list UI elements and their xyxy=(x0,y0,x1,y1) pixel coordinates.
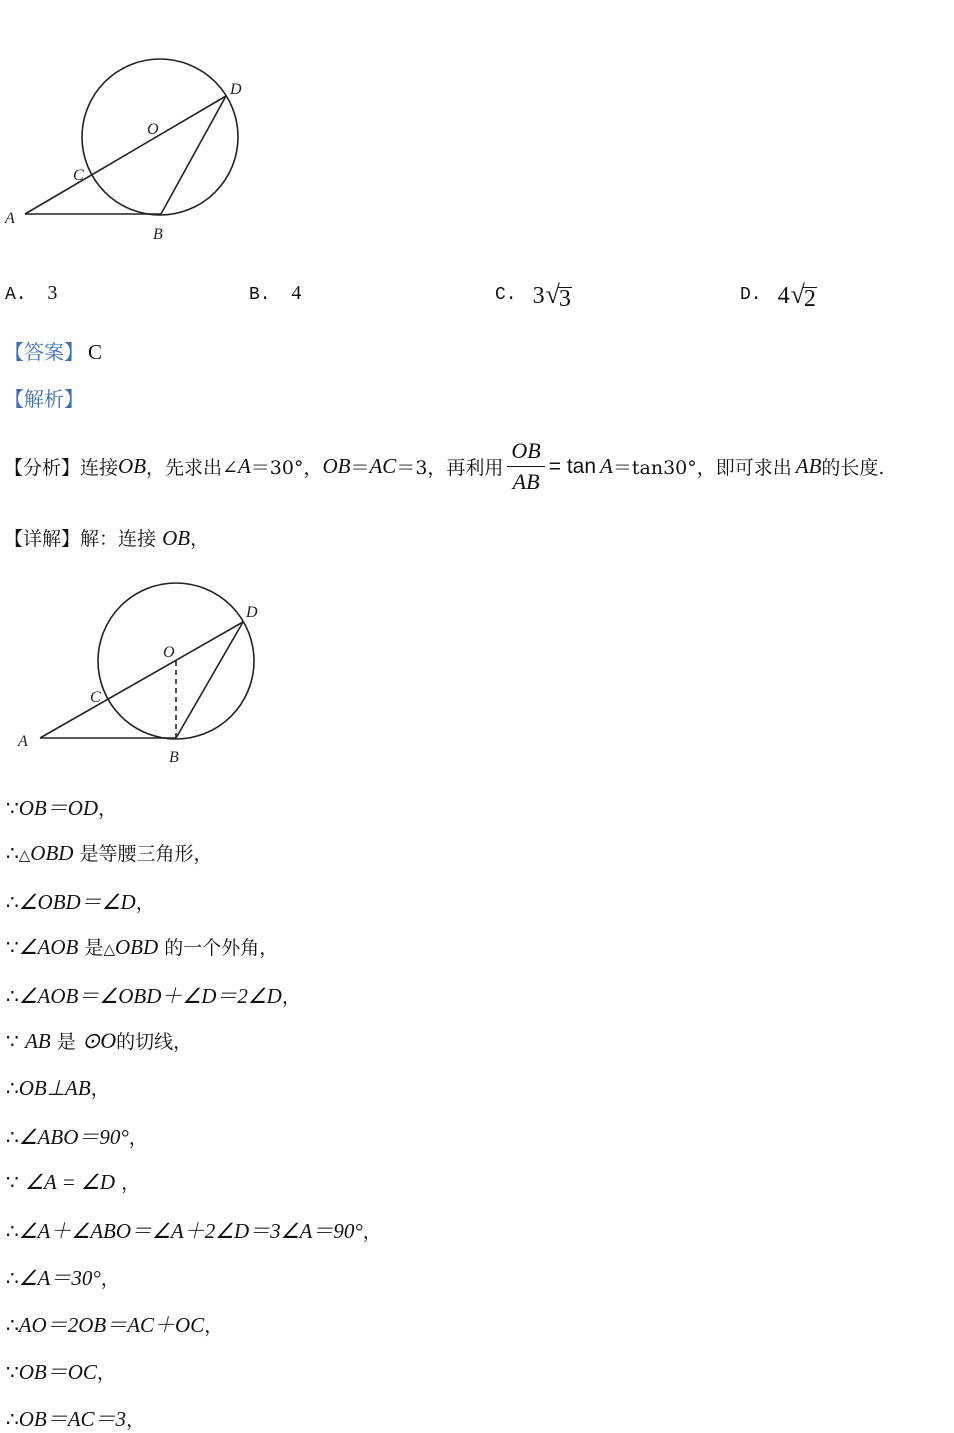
fenxi-text: ＝tan30°，即可求出 xyxy=(612,457,792,479)
step-text: ， xyxy=(135,892,155,914)
step-math: OB⊥AB xyxy=(18,1076,91,1100)
chord-bd xyxy=(161,96,226,214)
therefore-symbol: ∴ xyxy=(6,1219,19,1243)
step-3 xyxy=(6,886,155,916)
step-text: ， xyxy=(204,1315,224,1337)
because-symbol: ∵ xyxy=(6,1170,26,1194)
label-d: D xyxy=(230,81,242,98)
label-o: O xyxy=(163,644,175,661)
option-c-letter: C. xyxy=(495,285,517,305)
step-12 xyxy=(6,1309,223,1339)
step-10 xyxy=(6,1215,382,1245)
step-14 xyxy=(6,1403,145,1433)
step-11 xyxy=(6,1262,120,1292)
step-math: ∠A = ∠D xyxy=(25,1170,116,1194)
figure-2-diagram xyxy=(0,570,280,770)
math-a: A xyxy=(600,454,613,478)
option-b-value: 4 xyxy=(291,282,302,304)
step-text: 的切线， xyxy=(116,1031,193,1053)
step-math: AO＝2OB＝AC＋OC xyxy=(18,1313,205,1337)
step-text: ， xyxy=(98,798,118,820)
therefore-symbol: ∴ xyxy=(6,1266,19,1290)
step-text: 是 xyxy=(78,937,104,959)
therefore-symbol: ∴ xyxy=(6,890,19,914)
fenxi-text: 连接 xyxy=(80,457,119,479)
step-13 xyxy=(6,1356,116,1386)
math-ac: AC xyxy=(369,454,397,478)
sqrt-symbol: √ xyxy=(790,280,805,309)
step-text: 的一个外角， xyxy=(158,937,279,959)
math-ob: OB xyxy=(322,454,351,478)
step-text: 是 xyxy=(50,1031,82,1053)
detail-label: 【详解】 xyxy=(4,528,81,550)
step-math: OB＝AC＝3 xyxy=(18,1407,127,1431)
step-text: ， xyxy=(90,1078,110,1100)
label-b: B xyxy=(169,749,179,766)
option-c-coef: 3 xyxy=(532,283,545,309)
circle-o-symbol: ⊙O xyxy=(81,1028,117,1053)
answer-label: 【答案】 xyxy=(4,340,84,364)
step-text: ， xyxy=(128,1127,148,1149)
answer-line xyxy=(4,336,102,365)
fraction-numerator: OB xyxy=(507,436,544,467)
label-c: C xyxy=(73,167,84,184)
sqrt-symbol: √ xyxy=(545,280,560,309)
fenxi-text: 的长度. xyxy=(821,457,885,479)
step-math: OBD xyxy=(114,935,159,959)
figure-1-diagram xyxy=(0,50,260,250)
step-math: ∠ABO＝90° xyxy=(18,1125,129,1149)
detail-heading xyxy=(4,524,209,551)
detail-text: ， xyxy=(190,528,210,550)
step-text: ， xyxy=(96,1362,116,1384)
because-symbol: ∵ xyxy=(6,935,19,959)
step-text: ， xyxy=(281,986,301,1008)
fenxi-text: ＝3，再利用 xyxy=(396,457,504,479)
step-5 xyxy=(6,980,301,1010)
step-text: ， xyxy=(126,1409,146,1431)
fraction-ob-ab xyxy=(507,436,544,497)
step-text: ， xyxy=(100,1268,120,1290)
circle-o xyxy=(82,59,238,215)
fenxi-text: ，先求出∠ xyxy=(146,457,238,479)
option-c-value xyxy=(533,280,572,310)
label-a: A xyxy=(5,210,15,227)
option-d-letter: D. xyxy=(740,285,762,305)
therefore-symbol: ∴ xyxy=(6,984,19,1008)
because-symbol: ∵ xyxy=(6,1029,26,1053)
tan-text: = tan xyxy=(548,454,597,478)
answer-value: C xyxy=(88,340,103,364)
fenxi-label: 【分析】 xyxy=(4,457,81,479)
option-c xyxy=(495,280,572,310)
step-math: OBD xyxy=(30,841,74,865)
secant-ad xyxy=(40,622,243,738)
therefore-symbol: ∴ xyxy=(6,1125,19,1149)
option-d-value xyxy=(778,280,817,310)
because-symbol: ∵ xyxy=(6,796,19,820)
math-ab: AB xyxy=(795,454,822,478)
step-6 xyxy=(6,1027,192,1054)
option-a xyxy=(5,282,57,305)
chord-bd xyxy=(176,622,243,738)
step-math: ∠AOB xyxy=(18,935,79,959)
option-b-letter: B. xyxy=(249,285,271,305)
option-d xyxy=(740,280,817,310)
label-b: B xyxy=(153,226,163,243)
step-math: ∠A＋∠ABO＝∠A＋2∠D＝3∠A＝90° xyxy=(18,1219,363,1243)
option-d-radicand: 2 xyxy=(803,286,816,312)
therefore-symbol: ∴ xyxy=(6,841,19,865)
option-b xyxy=(249,282,301,305)
secant-ad xyxy=(25,96,226,214)
label-a: A xyxy=(18,733,28,750)
step-math: OB＝OC xyxy=(18,1360,97,1384)
step-7 xyxy=(6,1074,110,1101)
option-c-radicand: 3 xyxy=(558,286,571,312)
step-math: ∠AOB＝∠OBD＋∠D＝2∠D xyxy=(18,984,282,1008)
step-math: OB＝OD xyxy=(18,796,99,820)
math-ob: OB xyxy=(118,454,147,478)
triangle-symbol: △ xyxy=(18,846,31,864)
step-4 xyxy=(6,933,278,960)
triangle-symbol: △ xyxy=(103,940,115,958)
step-8 xyxy=(6,1121,148,1151)
option-a-value: 3 xyxy=(47,282,58,304)
label-d: D xyxy=(246,604,258,621)
fenxi-text: ＝ xyxy=(350,457,370,479)
therefore-symbol: ∴ xyxy=(6,1313,19,1337)
step-math: ∠A＝30° xyxy=(18,1266,101,1290)
therefore-symbol: ∴ xyxy=(6,1407,19,1431)
option-d-coef: 4 xyxy=(777,283,790,309)
analysis-heading: 【解析】 xyxy=(4,387,84,411)
detail-text: 解：连接 xyxy=(80,528,163,550)
math-a: A xyxy=(237,454,251,478)
therefore-symbol: ∴ xyxy=(6,1076,19,1100)
fraction-denominator: AB xyxy=(512,469,540,494)
fenxi-text: ＝30°， xyxy=(250,457,323,479)
step-math: AB xyxy=(25,1029,51,1053)
step-text: ， xyxy=(115,1172,141,1194)
step-math: ∠OBD＝∠D xyxy=(18,890,136,914)
step-text: 是等腰三角形， xyxy=(73,843,213,865)
math-ob: OB xyxy=(162,526,191,550)
step-1 xyxy=(6,792,117,822)
analysis-fenxi xyxy=(4,436,884,497)
label-c: C xyxy=(90,689,101,706)
step-9 xyxy=(6,1168,140,1195)
option-a-letter: A. xyxy=(5,285,27,305)
label-o: O xyxy=(147,121,159,138)
step-text: ， xyxy=(362,1221,382,1243)
step-2 xyxy=(6,839,213,866)
because-symbol: ∵ xyxy=(6,1360,19,1384)
